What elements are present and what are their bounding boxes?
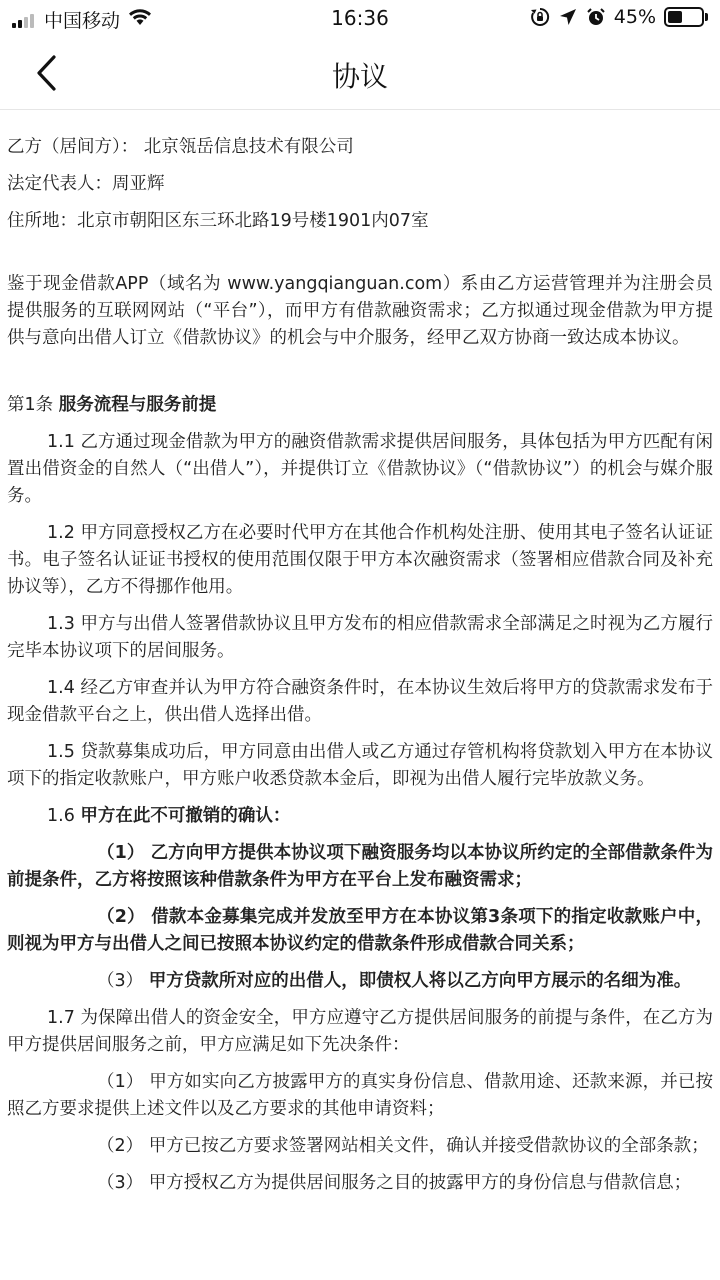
clause-1-7-1: （1） 甲方如实向乙方披露甲方的真实身份信息、借款用途、还款来源，并已按照乙方要求提供上述文件以及乙方要求的其他申请资料； xyxy=(7,1072,713,1119)
clause-1-7: 1.7 为保障出借人的资金安全，甲方应遵守乙方提供居间服务的前提与条件，在乙方为甲方提供居间服务之前，甲方应满足如下先决条件： xyxy=(7,1008,713,1055)
nav-bar xyxy=(0,38,720,110)
location-icon xyxy=(559,8,577,26)
clause-1-6-3-text: 甲方贷款所对应的出借人，即债权人将以乙方向甲方展示的名细为准。 xyxy=(148,971,692,991)
alarm-icon xyxy=(586,7,606,27)
legal-representative: 法定代表人：周亚辉 xyxy=(7,174,165,194)
party-b-name: 乙方（居间方）： 北京瓴岳信息技术有限公司 xyxy=(7,137,354,157)
clause-1-6-number: 1.6 xyxy=(47,806,75,826)
rotation-lock-icon xyxy=(530,7,550,27)
clause-1-7-2: （2） 甲方已按乙方要求签署网站相关文件，确认并接受借款协议的全部条款； xyxy=(97,1136,709,1156)
preamble: 鉴于现金借款APP（域名为 www.yangqianguan.com）系由乙方运营管理并为注册会员提供服务的互联网网站（“平台”），而甲方有借款融资需求；乙方拟通过现金借款为甲方提供与意向出借人订立《借款协议》的机会与中介服务，经甲乙双方协商一致达成本协议。 xyxy=(7,274,713,348)
battery-icon xyxy=(664,7,708,27)
clause-1-1: 1.1 乙方通过现金借款为甲方的融资借款需求提供居间服务，具体包括为甲方匹配有闲置出借资金的自然人（“出借人”），并提供订立《借款协议》（“借款协议”）的机会与媒介服务。 xyxy=(7,432,713,506)
clause-1-6-3-number: （3） xyxy=(97,971,144,991)
clause-1-6-2: （2） 借款本金募集完成并发放至甲方在本协议第3条项下的指定收款账户中，则视为甲方与出借人之间已按照本协议约定的借款条件形成借款合同关系； xyxy=(7,907,713,954)
agreement-content xyxy=(7,110,713,1197)
section-heading: 服务流程与服务前提 xyxy=(58,395,217,415)
carrier-name: 中国移动 xyxy=(44,10,121,32)
clause-1-2: 1.2 甲方同意授权乙方在必要时代甲方在其他合作机构处注册、使用其电子签名认证证书。电子签名认证证书授权的使用范围仅限于甲方本次融资需求（签署相应借款合同及补充协议等），乙方不得挪作他用。 xyxy=(7,523,713,597)
status-right xyxy=(521,6,708,28)
clause-1-7-3: （3） 甲方授权乙方为提供居间服务之目的披露甲方的身份信息与借款信息； xyxy=(97,1173,692,1193)
battery-percent: 45% xyxy=(613,6,656,28)
section-title xyxy=(7,392,713,419)
status-time: 16:36 xyxy=(331,6,389,30)
page-title: 协议 xyxy=(331,60,388,93)
clause-1-6-3 xyxy=(7,968,713,995)
clause-1-5: 1.5 贷款募集成功后，甲方同意由出借人或乙方通过存管机构将贷款划入甲方在本协议项下的指定收款账户，甲方账户收悉贷款本金后，即视为出借人履行完毕放款义务。 xyxy=(7,742,713,789)
clause-1-6-text: 甲方在此不可撤销的确认： xyxy=(80,806,291,826)
clause-1-6 xyxy=(7,803,713,830)
address: 住所地：北京市朝阳区东三环北路19号楼1901内07室 xyxy=(7,211,429,231)
clause-1-4: 1.4 经乙方审查并认为甲方符合融资条件时，在本协议生效后将甲方的贷款需求发布于现金借款平台之上，供出借人选择出借。 xyxy=(7,678,713,725)
section-number: 第1条 xyxy=(7,395,54,415)
clause-1-3: 1.3 甲方与出借人签署借款协议且甲方发布的相应借款需求全部满足之时视为乙方履行完毕本协议项下的居间服务。 xyxy=(7,614,713,661)
status-bar xyxy=(0,0,720,38)
clause-1-6-1: （1） 乙方向甲方提供本协议项下融资服务均以本协议所约定的全部借款条件为前提条件，乙方将按照该种借款条件为甲方在平台上发布融资需求； xyxy=(7,843,713,890)
